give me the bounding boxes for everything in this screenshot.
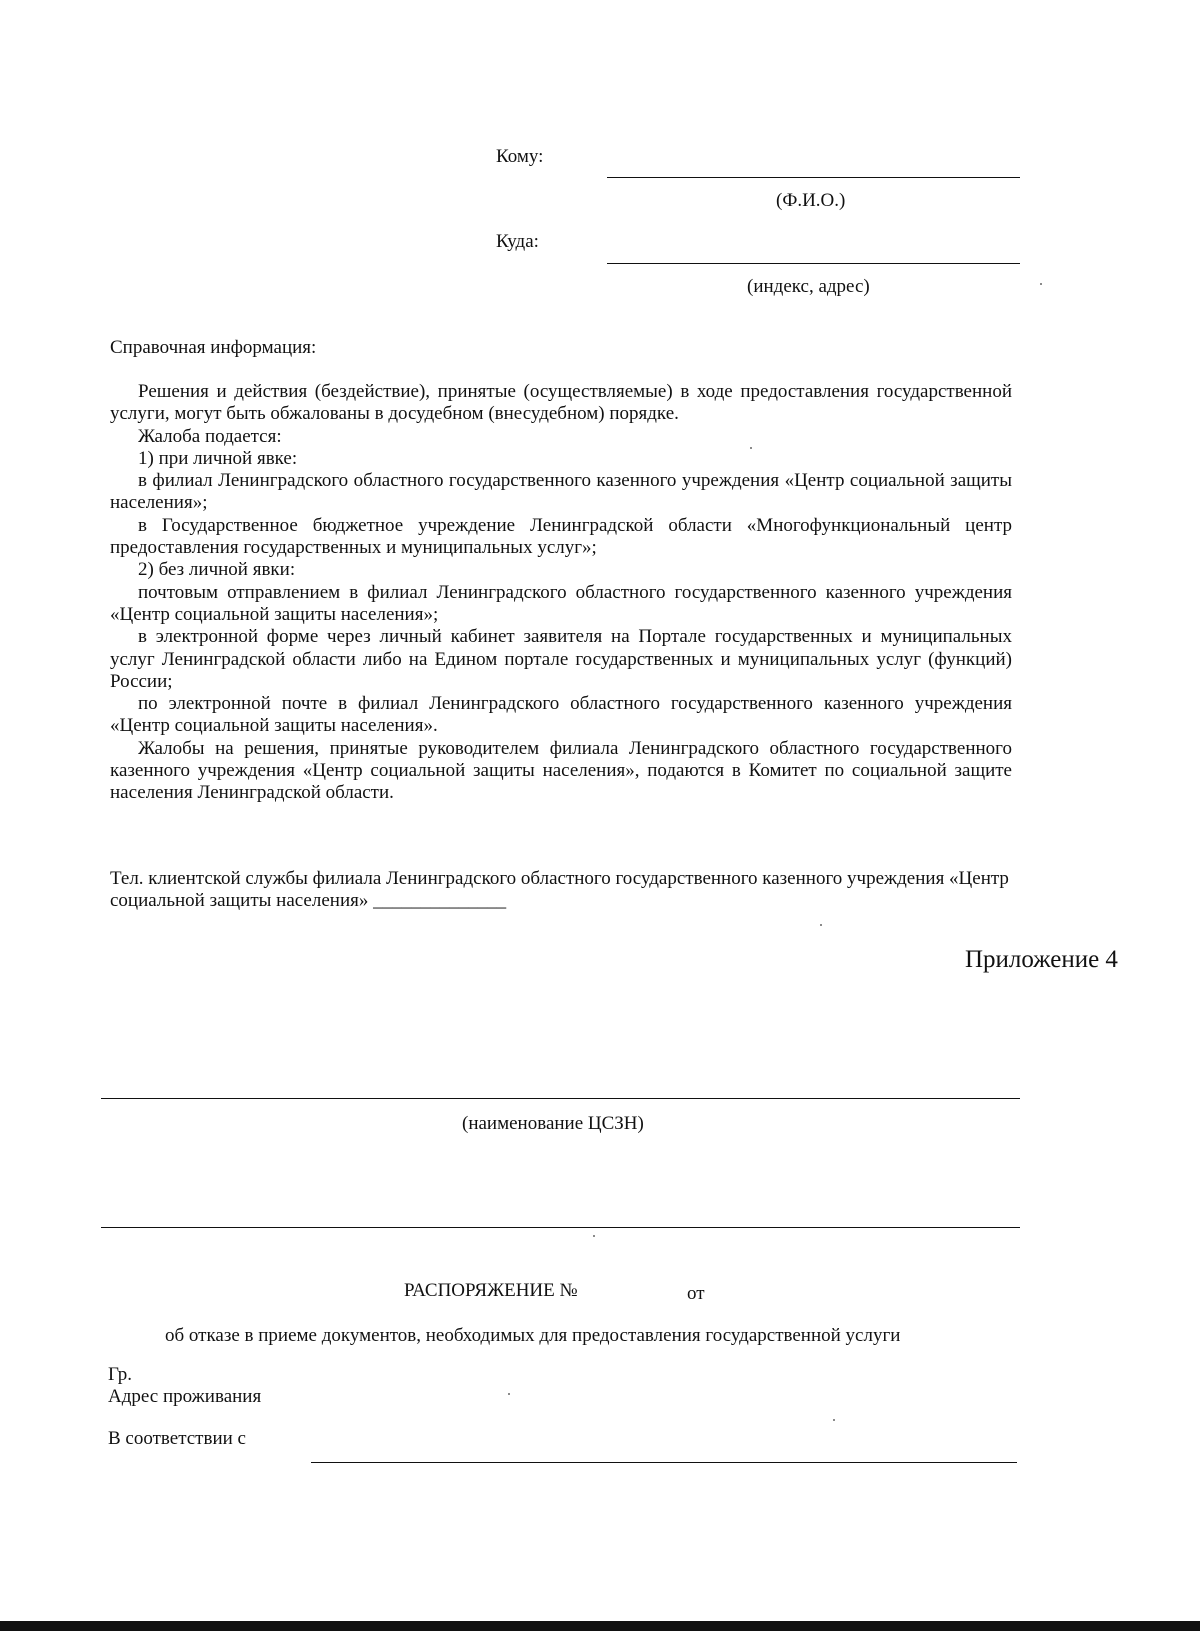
- scan-speck: [750, 447, 752, 449]
- phone-text: Тел. клиентской службы филиала Ленинградского областного государственного казенного учреждения «Центр социальной защиты населения» ______________: [110, 868, 1009, 912]
- org-caption: (наименование ЦСЗН): [462, 1113, 644, 1134]
- reference-paragraph: Жалобы на решения, принятые руководителем филиала Ленинградского областного государственного казенного учреждения «Центр социальной защиты населения», подаются в Комитет по социальной защите населения Ленинградской области.: [110, 737, 1012, 804]
- where-label: Куда:: [496, 231, 539, 252]
- reference-paragraph: в электронной форме через личный кабинет заявителя на Портале государственных и муниципальных услуг Ленинградской области либо на Едином портале государственных и муниципальных услуг (функций) России;: [110, 626, 1012, 692]
- order-from: от: [687, 1283, 705, 1304]
- org-name-line: [101, 1098, 1020, 1099]
- reference-paragraph: почтовым отправлением в филиал Ленинградского областного государственного казенного учреждения «Центр социальной защиты населения»;: [110, 581, 1012, 625]
- order-title: РАСПОРЯЖЕНИЕ №: [404, 1280, 578, 1301]
- reference-paragraph: Жалоба подается:: [138, 425, 282, 447]
- org-name-line-2: [101, 1227, 1020, 1228]
- where-caption: (индекс, адрес): [747, 276, 870, 297]
- to-label: Кому:: [496, 146, 544, 167]
- scan-speck: [593, 1235, 595, 1237]
- accordance-label: В соответствии с: [108, 1428, 246, 1449]
- appendix-title: Приложение 4: [965, 946, 1118, 973]
- address-label: Адрес проживания: [108, 1386, 262, 1407]
- scan-speck: [833, 1419, 835, 1421]
- to-caption: (Ф.И.О.): [776, 190, 846, 211]
- to-line: [607, 177, 1020, 178]
- order-subject: об отказе в приеме документов, необходимых для предоставления государственной услуги: [165, 1325, 901, 1346]
- reference-heading: Справочная информация:: [110, 337, 317, 358]
- reference-paragraph: в Государственное бюджетное учреждение Ленинградской области «Многофункциональный центр предоставления государственных и муниципальных услуг»;: [110, 514, 1012, 559]
- reference-paragraph: 1) при личной явке:: [138, 447, 298, 469]
- scan-speck: [820, 924, 822, 926]
- scan-border: [0, 1621, 1200, 1631]
- reference-paragraph: 2) без личной явки:: [138, 559, 296, 581]
- phone-block: [110, 868, 1012, 913]
- accordance-line: [311, 1462, 1017, 1463]
- reference-body: [110, 381, 1012, 805]
- reference-paragraph: Решения и действия (бездействие), принятые (осуществляемые) в ходе предоставления государственной услуги, могут быть обжалованы в досудебном (внесудебном) порядке.: [110, 381, 1012, 425]
- scan-speck: [1040, 283, 1042, 285]
- reference-paragraph: в филиал Ленинградского областного государственного казенного учреждения «Центр социальной защиты населения»;: [110, 470, 1012, 514]
- scan-speck: [508, 1393, 510, 1395]
- citizen-label: Гр.: [108, 1364, 133, 1385]
- reference-paragraph: по электронной почте в филиал Ленинградского областного государственного казенного учреждения «Центр социальной защиты населения».: [110, 693, 1012, 737]
- where-line: [607, 263, 1020, 264]
